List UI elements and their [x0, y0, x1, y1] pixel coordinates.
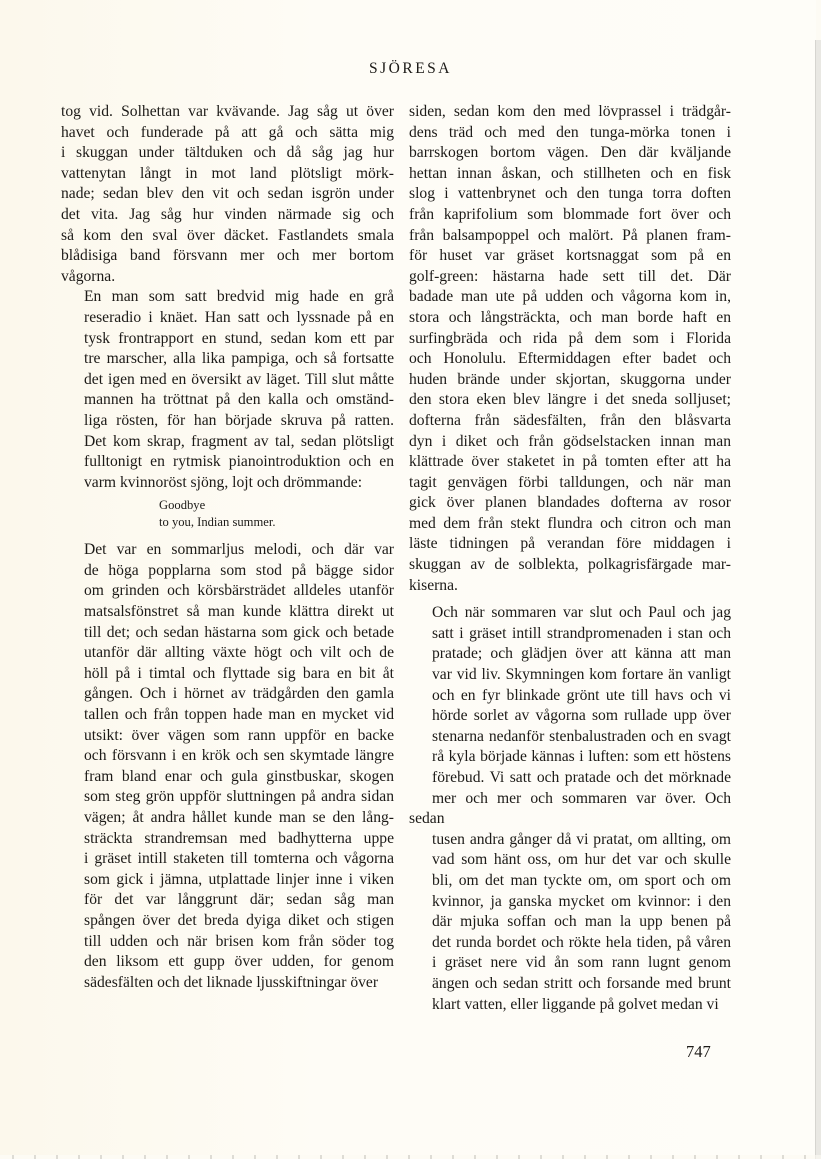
text-line: kiserna.	[409, 576, 458, 594]
text-line: vattenytan långt in mot land plötsligt mörk-	[61, 164, 394, 182]
text-line: surfingbräda och rida på dem som i Florida	[409, 329, 731, 347]
text-line: Det kom skrap, fragment av tal, sedan plötsligt	[84, 432, 394, 450]
text-line: det runda bordet och rökte hela tiden, på våren	[432, 933, 731, 951]
text-line: som steg grön uppför sluttningen på andra sidan	[84, 788, 394, 806]
text-line: huden brände under skjortan, skuggorna under	[409, 370, 731, 388]
text-line: läste tidningen på verandan före middagen i	[409, 535, 731, 553]
right-column	[409, 102, 731, 1015]
text-line: för det var långgrunt där; sedan såg man	[84, 891, 394, 909]
text-line: pratade; och glädjen över att känna att man	[432, 645, 731, 663]
text-line: från kaprifolium som blommade fort över och	[409, 205, 731, 223]
text-line: sträckta strandremsan med badhytterna uppe	[84, 829, 394, 847]
text-line: blådisiga band försvann mer och mer bortom	[61, 247, 394, 265]
text-line: bli, om det man tyckte om, om sport och om	[432, 871, 731, 889]
paragraph	[61, 287, 394, 493]
page-bottom-edge	[0, 1155, 821, 1159]
text-line: vågorna.	[61, 267, 116, 285]
text-line: sädesfälten och det liknade ljusskiftningar över	[84, 973, 379, 991]
text-line: fram bland enar och gula ginstbuskar, skogen	[84, 767, 394, 785]
text-line: det igen med en översikt av läget. Till slut måtte	[84, 370, 394, 388]
text-line: till det; och sedan hästarna som gick och betade	[84, 623, 394, 641]
text-line: utanför där allting växte högt och vilt och de	[84, 644, 394, 662]
text-line: dyn i diket och från gödselstacken innan man	[409, 432, 731, 450]
text-line: i gräset intill staketen till tomterna och vågorna	[84, 850, 394, 868]
text-line: mannen ha tröttnat på den kalla och omständ-	[84, 391, 394, 409]
text-line: dofterna från sädesfälten, från den blåsvarta	[409, 411, 731, 429]
text-line: vägen; åt andra hållet kunde man se den lång-	[84, 809, 394, 826]
text-line: den stora eken blev längre i det sneda solljuset;	[409, 391, 731, 409]
running-head: SJÖRESA	[369, 60, 452, 77]
text-line: matsalsfönstret så man kunde klättra direkt ut	[84, 603, 394, 621]
text-line: och försvann i en krök och sen skymtade längre	[84, 747, 394, 765]
text-line: tagit genvägen förbi talldungen, och när man	[409, 473, 731, 491]
text-line: i skuggan under tältduken och då såg jag hur	[61, 144, 394, 162]
song-quote	[159, 497, 394, 531]
text-line: tre marscher, alla lika pampiga, och så fortsatte	[84, 350, 394, 368]
text-line: siden, sedan kom den med lövprassel i trädgår-	[409, 103, 731, 120]
text-line: skuggan av de solblekta, polkagrisfärgade mar-	[409, 556, 731, 574]
text-line: Det var en sommarljus melodi, och där var	[84, 541, 394, 559]
text-line: dens träd och med den tunga-mörka tonen i	[409, 123, 731, 141]
text-line: stora och långsträckta, och man borde haft en	[409, 308, 731, 326]
text-line: från balsampoppel och malört. På planen fram-	[409, 226, 731, 244]
text-line: så kom den sval över däcket. Fastlandets smala	[61, 226, 394, 244]
text-line: det vita. Jag såg hur vinden närmade sig och	[61, 205, 394, 223]
text-line: där mjuka soffan och man la upp benen på	[432, 913, 731, 931]
text-line: vad som hänt oss, om hur det var och skulle	[432, 851, 731, 869]
quote-line: Goodbye	[159, 498, 206, 513]
quote-line: to you, Indian summer.	[159, 515, 276, 530]
text-line: till udden och när brisen kom från söder tog	[84, 932, 394, 950]
text-line: fulltonigt en rytmisk pianointroduktion och en	[84, 453, 394, 471]
text-line: tallen och från toppen hade man en mycket vid	[84, 706, 394, 724]
text-line: rå kyla började kännas i luften: som ett höstens	[432, 748, 731, 766]
text-line: barrskogen bortom vägen. Den där kväljande	[409, 144, 731, 162]
left-column	[61, 102, 394, 993]
text-line: reseradio i knäet. Han satt och lyssnade på en	[84, 308, 394, 326]
text-line: hettan innan åskan, och stillheten och en fisk	[409, 164, 731, 182]
text-line: liga rösten, för han började skruva på ratten.	[84, 411, 394, 429]
text-line: förebud. Vi satt och pratade och det mörknade	[432, 769, 731, 786]
text-line: gick över planen blandades dofterna av rosor	[409, 494, 731, 512]
text-line: utsikt: över vägen som rann uppför en backe	[84, 726, 394, 744]
text-line: om grinden och körsbärsträdet alldeles utanför	[84, 582, 394, 600]
text-line: tusen andra gånger då vi pratat, om allting, om	[432, 830, 731, 848]
text-line: och Honolulu. Eftermiddagen efter badet och	[409, 350, 731, 368]
text-line: Och när sommaren var slut och Paul och jag	[432, 604, 731, 622]
text-line: gången. Och i hörnet av trädgården den gamla	[84, 685, 394, 703]
text-line: stenarna nedanför stenbalustraden och en svagt	[432, 727, 731, 745]
paragraph	[61, 102, 394, 287]
text-line: som gick i jämna, utplattade linjer inne i viken	[84, 870, 394, 888]
text-line: och en fyr blinkade grönt ute till havs och vi	[432, 686, 731, 704]
text-line: nade; sedan blev den vit och sedan isgrön under	[61, 185, 394, 203]
text-line: kvinnor, ja ganska mycket om kvinnor: i den	[432, 892, 731, 910]
text-line: i gräset nere vid ån som rann lugnt genom	[432, 954, 731, 972]
text-line: tog vid. Solhettan var kvävande. Jag såg ut över	[61, 103, 394, 120]
text-line: var vid liv. Skymningen kom fortare än vanligt	[432, 666, 731, 684]
paragraph	[61, 540, 394, 993]
text-line: klart vatten, eller liggande på golvet medan vi	[432, 995, 719, 1013]
text-line: havet och funderade på att gå och sätta mig	[61, 123, 394, 141]
page-number: 747	[686, 1042, 711, 1061]
text-line: mer och mer och sommaren var över. Och sedan	[409, 789, 731, 828]
text-line: golf-green: hästarna hade sett till det. Där	[409, 267, 731, 285]
text-line: höll på i timtal och flyttade sig bara en bit åt	[84, 664, 394, 682]
text-line: En man som satt bredvid mig hade en grå	[84, 288, 394, 306]
text-line: klättrade över staketet in på tomten efter att ha	[409, 453, 731, 471]
text-line: med dem från stekt flundra och citron och man	[409, 514, 731, 532]
text-line: spången över det breda dyiga diket och stigen	[84, 911, 394, 929]
page-edge	[815, 40, 821, 1159]
text-line: för huset var gräset kortsnaggat som på en	[409, 247, 731, 265]
paragraph	[409, 102, 731, 596]
text-line: den liksom ett gupp över udden, for genom	[84, 953, 394, 971]
paragraph	[409, 603, 731, 1015]
text-line: hörde sorlet av vågorna som rullade upp över	[432, 707, 731, 725]
text-line: varm kvinnoröst sjöng, lojt och drömmande:	[84, 473, 363, 491]
text-line: slog i vattenbrynet och den tunga torra doften	[409, 185, 731, 203]
text-line: satt i gräset intill strandpromenaden i stan och	[432, 624, 731, 642]
text-line: de höga popplarna som stod på bägge sidor	[84, 561, 394, 579]
text-line: badade man ute på udden och vågorna kom in,	[409, 288, 731, 306]
text-line: tysk frontrapport en stund, sedan kom ett par	[84, 329, 394, 347]
text-line: ängen och sedan stritt och forsande med brunt	[432, 974, 731, 992]
